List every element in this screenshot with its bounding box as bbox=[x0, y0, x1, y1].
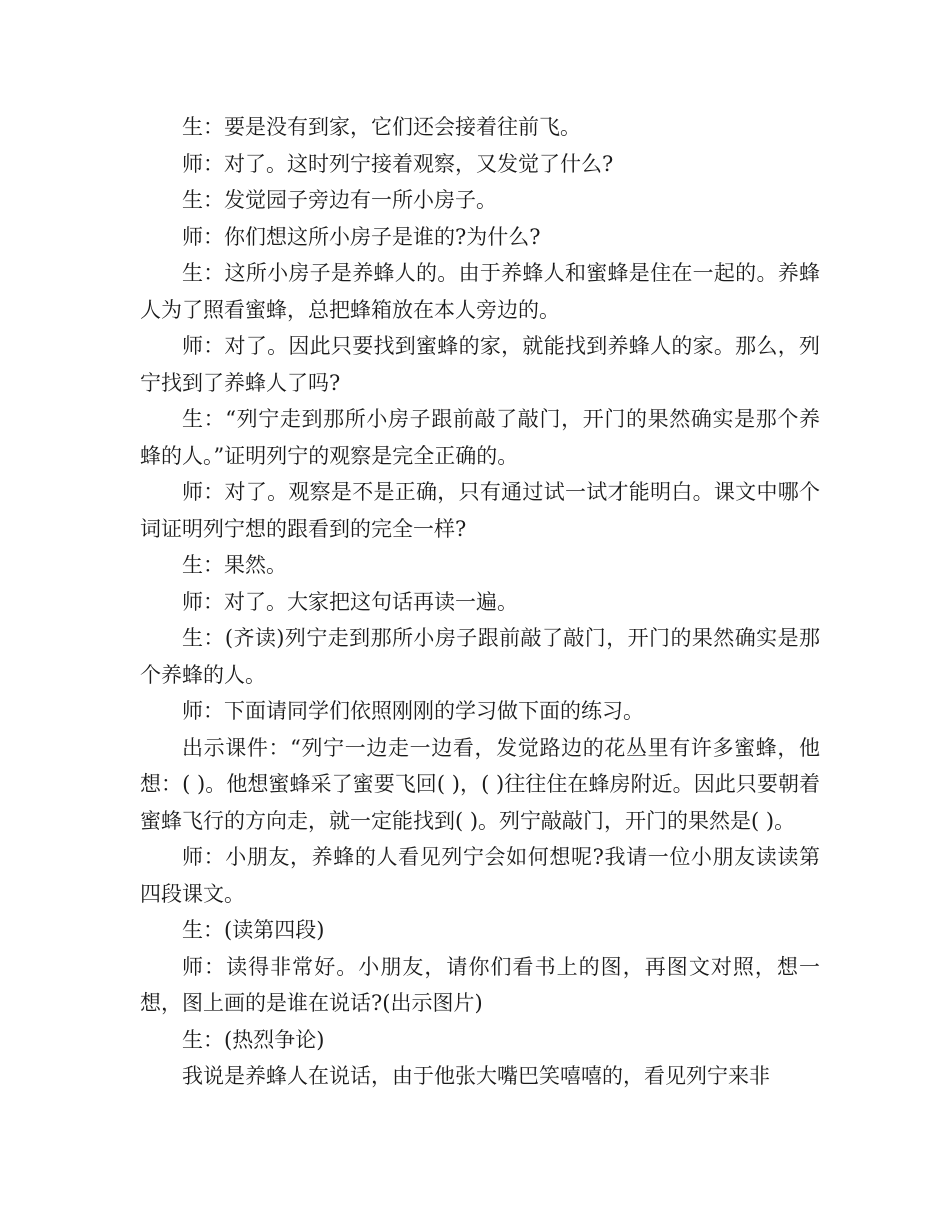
paragraph-11: 生：(齐读)列宁走到那所小房子跟前敲了敲门，开门的果然确实是那个养蜂的人。 bbox=[140, 626, 820, 687]
paragraph-13: 出示课件：“列宁一边走一边看，发觉路边的花丛里有许多蜜蜂，他想：( )。他想蜜蜂采了蜜要飞回( )，( )往往住在蜂房附近。因此只要朝着蜜蜂飞行的方向走，就一定能找到( )。列宁敲敲门，开门的果然是( )。 bbox=[140, 735, 820, 833]
paragraph-5: 生：这所小房子是养蜂人的。由于养蜂人和蜜蜂是住在一起的。养蜂人为了照看蜜蜂，总把蜂箱放在本人旁边的。 bbox=[140, 261, 820, 322]
document-body bbox=[140, 109, 820, 1095]
paragraph-3: 生：发觉园子旁边有一所小房子。 bbox=[182, 188, 497, 212]
paragraph-15: 生：(读第四段) bbox=[182, 918, 325, 942]
paragraph-14: 师：小朋友，养蜂的人看见列宁会如何想呢?我请一位小朋友读读第四段课文。 bbox=[140, 845, 820, 906]
paragraph-18: 我说是养蜂人在说话，由于他张大嘴巴笑嘻嘻的，看见列宁来非 bbox=[182, 1064, 770, 1088]
paragraph-16: 师：读得非常好。小朋友，请你们看书上的图，再图文对照，想一想，图上画的是谁在说话?(出示图片) bbox=[140, 954, 820, 1015]
paragraph-9: 生：果然。 bbox=[182, 553, 287, 577]
paragraph-1: 生：要是没有到家，它们还会接着往前飞。 bbox=[182, 115, 581, 139]
paragraph-12: 师：下面请同学们依照刚刚的学习做下面的练习。 bbox=[182, 699, 644, 723]
paragraph-8: 师：对了。观察是不是正确，只有通过试一试才能明白。课文中哪个词证明列宁想的跟看到的完全一样? bbox=[140, 480, 820, 541]
paragraph-2: 师：对了。这时列宁接着观察，又发觉了什么? bbox=[182, 151, 614, 176]
paragraph-4: 师：你们想这所小房子是谁的?为什么? bbox=[182, 224, 541, 249]
paragraph-10: 师：对了。大家把这句话再读一遍。 bbox=[182, 589, 518, 614]
paragraph-17: 生：(热烈争论) bbox=[182, 1027, 325, 1052]
paragraph-6: 师：对了。因此只要找到蜜蜂的家，就能找到养蜂人的家。那么，列宁找到了养蜂人了吗? bbox=[140, 334, 820, 395]
paragraph-7: 生：“列宁走到那所小房子跟前敲了敲门，开门的果然确实是那个养蜂的人。”证明列宁的观察是完全正确的。 bbox=[140, 407, 820, 468]
